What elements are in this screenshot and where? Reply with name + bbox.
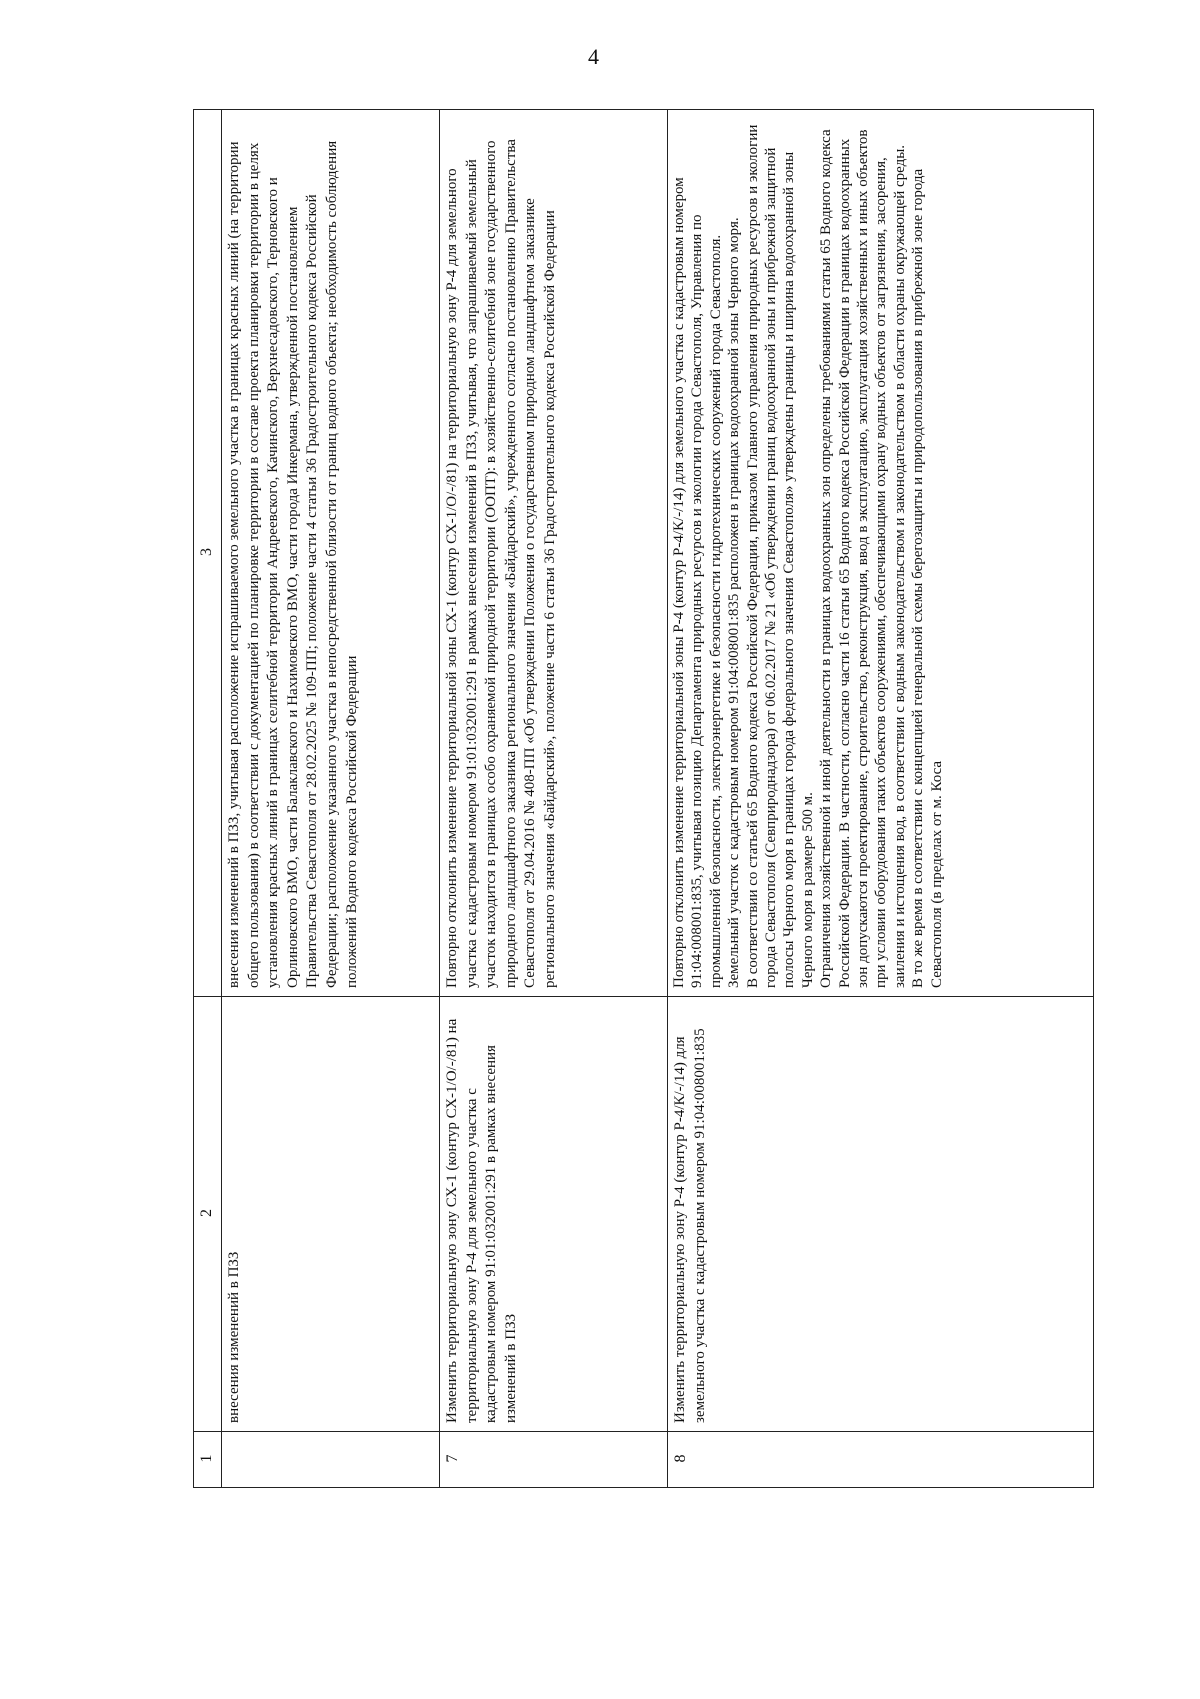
rotated-table-container (193, 110, 1078, 1488)
table-header-row (194, 110, 222, 1488)
proposal-cell: Изменить территориальную зону Р-4 (контур Р-4/К/-/14) для земельного участка с кадастровым номером 91:04:008001:835 (668, 997, 1094, 1432)
header-col-3: 3 (194, 110, 222, 997)
table-row (440, 110, 668, 1488)
proposal-cell: внесения изменений в ПЗЗ (222, 997, 440, 1432)
header-col-2: 2 (194, 997, 222, 1432)
row-number (222, 1432, 440, 1488)
page-number: 4 (588, 44, 599, 69)
row-number: 7 (440, 1432, 668, 1488)
decision-cell: Повторно отклонить изменение территориальной зоны СХ-1 (контур СХ-1/О/-/81) на территориальную зону Р-4 для земельного участка с кадастровым номером 91:01:032001:291 в рамках внесения изменений в ПЗЗ, учитывая, что запрашиваемый земельный участок находится в границах особо охраняемой природной территории (ООПТ): в хозяйственно-селитебной зоне государственного природного ландшафтного заказника регионального значения «Байдарский», учрежденного согласно постановлению Правительства Севастополя от 29.04.2016 № 408-ПП «Об утверждении Положения о государственном природном ландшафтном заказнике регионального значения «Байдарский», положение части 6 статьи 36 Градостроительного кодекса Российской Федерации (440, 110, 668, 997)
proposal-cell: Изменить территориальную зону СХ-1 (контур СХ-1/О/-/81) на территориальную зону Р-4 для земельного участка с кадастровым номером 91:01:032001:291 в рамках внесения изменений в ПЗЗ (440, 997, 668, 1432)
decisions-table (193, 109, 1094, 1488)
decision-cell: Повторно отклонить изменение территориальной зоны Р-4 (контур Р-4/К/-/14) для земельного участка с кадастровым номером 91:04:008001:835, учитывая позицию Департамента природных ресурсов и экологии города Севастополя, Управления по промышленной безопасности, электроэнергетике и безопасности гидротехнических сооружений города Севастополя. Земельный участок с кадастровым номером 91:04:008001:835 расположен в границах водоохранной зоны Черного моря. В соответствии со статьей 65 Водного кодекса Российской Федерации, приказом Главного управления природных ресурсов и экологии города Севастополя (Севприроднадзора) от 06.02.2017 № 21 «Об утверждении границ водоохранной зоны и прибрежной защитной полосы Черного моря в границах города федерального значения Севастополя» утверждены границы и ширина водоохранной зоны Черного моря в размере 500 м. Ограничения хозяйственной и иной деятельности в границах водоохранных зон определены требованиями статьи 65 Водного кодекса Российской Федерации. В частности, согласно части 16 статьи 65 Водного кодекса Российской Федерации в границах водоохранных зон допускаются проектирование, строительство, реконструкция, ввод в эксплуатацию, эксплуатация хозяйственных и иных объектов при условии оборудования таких объектов сооружениями, обеспечивающими охрану водных объектов от загрязнения, засорения, заиления и истощения вод, в соответствии с водным законодательством и законодательством в области охраны окружающей среды. В то же время в соответствии с концепцией генеральной схемы берегозащиты и природопользования в прибрежной зоне города Севастополя (в пределах от м. Коса (668, 110, 1094, 997)
table-row (222, 110, 440, 1488)
header-col-1: 1 (194, 1432, 222, 1488)
table-row (668, 110, 1094, 1488)
row-number: 8 (668, 1432, 1094, 1488)
decision-cell: внесения изменений в ПЗЗ, учитывая расположение испрашиваемого земельного участка в границах красных линий (на территории общего пользования) в соответствии с документацией по планировке территории в составе проекта планировки территории в целях установления красных линий в границах селитебной территории Андреевского, Качинского, Верхнесадовского, Терновского и Орлиновского ВМО, части Балаклавского и Нахимовского ВМО, части города Инкермана, утвержденной постановлением Правительства Севастополя от 28.02.2025 № 109-ПП; положение части 4 статьи 36 Градостроительного кодекса Российской Федерации; расположение указанного участка в непосредственной близости от границ водного объекта; необходимость соблюдения положений Водного кодекса Российской Федерации (222, 110, 440, 997)
